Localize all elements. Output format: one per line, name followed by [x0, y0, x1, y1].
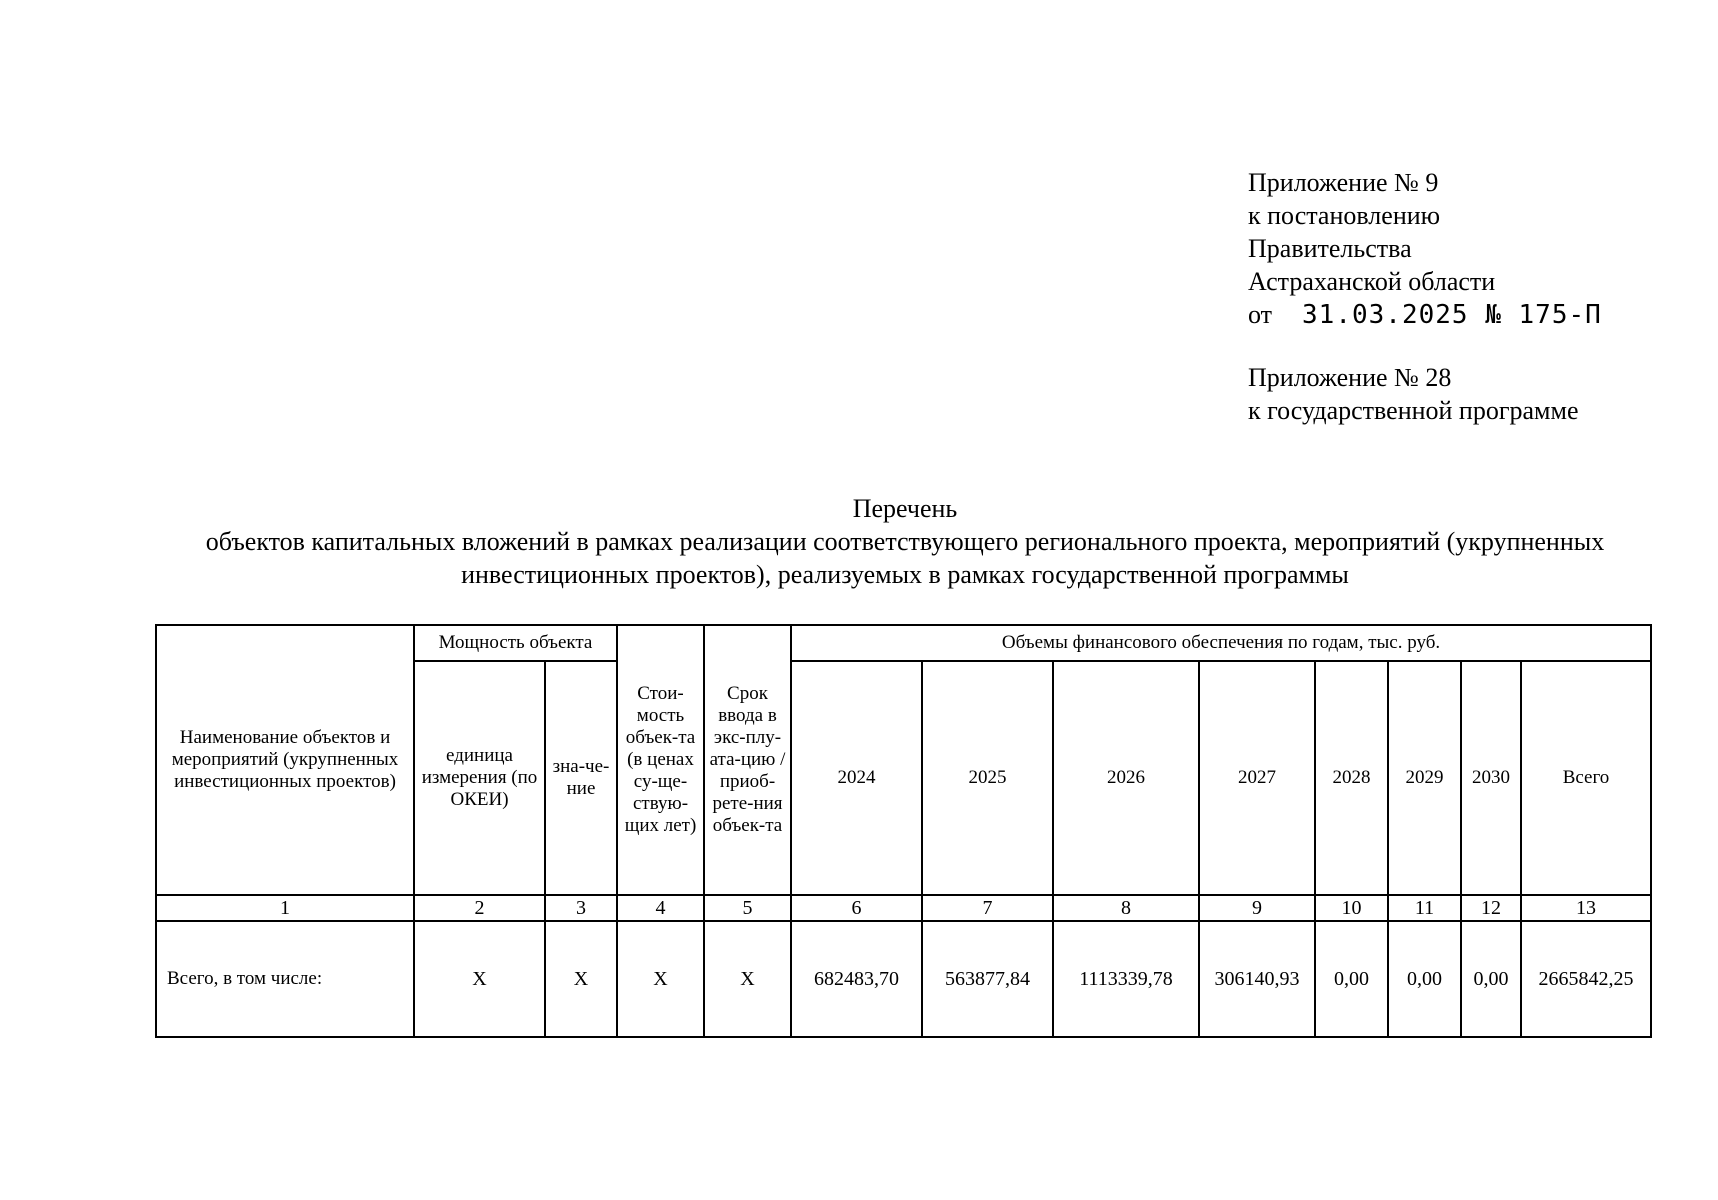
column-number-row	[156, 895, 1651, 921]
attachment-line: Приложение № 9	[1248, 168, 1439, 197]
column-number: 12	[1461, 895, 1521, 921]
header-unit: единица измерения (по ОКЕИ)	[414, 661, 545, 895]
header-cost: Стои-мость объек-та (в ценах су-ще-ствую-щих лет)	[617, 625, 704, 895]
header-finance: Объемы финансового обеспечения по годам, тыс. руб.	[791, 625, 1651, 661]
resolution-date-stamp: 31.03.2025 № 175-П	[1302, 300, 1602, 330]
header-year-2025: 2025	[922, 661, 1053, 895]
row-year-2028: 0,00	[1315, 921, 1388, 1037]
column-number: 9	[1199, 895, 1315, 921]
attachment-line: Астраханской области	[1248, 267, 1496, 296]
header-term: Срок ввода в экс-плу-ата-цию / приоб-рете-ния объек-та	[704, 625, 791, 895]
row-name: Всего, в том числе:	[156, 921, 414, 1037]
header-value: зна-че-ние	[545, 661, 617, 895]
capital-investments-table	[155, 624, 1652, 1038]
attachment-line: Приложение № 28	[1248, 363, 1452, 392]
row-year-2029: 0,00	[1388, 921, 1461, 1037]
header-year-2024: 2024	[791, 661, 922, 895]
title-heading: Перечень	[852, 494, 958, 523]
row-total: 2665842,25	[1521, 921, 1651, 1037]
header-name: Наименование объектов и мероприятий (укрупненных инвестиционных проектов)	[156, 625, 414, 895]
attachment-date-line	[1248, 298, 1602, 332]
row-year-2026: 1113339,78	[1053, 921, 1199, 1037]
title-subheading: объектов капитальных вложений в рамках реализации соответствующего регионального проекта, мероприятий (укрупненных	[205, 527, 1605, 556]
document-title	[120, 492, 1690, 591]
row-value: X	[545, 921, 617, 1037]
header-year-2027: 2027	[1199, 661, 1315, 895]
row-term: X	[704, 921, 791, 1037]
row-year-2030: 0,00	[1461, 921, 1521, 1037]
column-number: 6	[791, 895, 922, 921]
row-year-2024: 682483,70	[791, 921, 922, 1037]
attachment-block	[1248, 166, 1602, 427]
column-number: 8	[1053, 895, 1199, 921]
date-prefix: от	[1248, 300, 1273, 329]
attachment-line: к постановлению	[1248, 201, 1441, 230]
header-total: Всего	[1521, 661, 1651, 895]
column-number: 13	[1521, 895, 1651, 921]
header-year-2029: 2029	[1388, 661, 1461, 895]
title-subheading: инвестиционных проектов), реализуемых в рамках государственной программы	[461, 560, 1349, 589]
column-number: 11	[1388, 895, 1461, 921]
column-number: 5	[704, 895, 791, 921]
row-year-2027: 306140,93	[1199, 921, 1315, 1037]
column-number: 1	[156, 895, 414, 921]
column-number: 7	[922, 895, 1053, 921]
header-capacity: Мощность объекта	[414, 625, 617, 661]
column-number: 2	[414, 895, 545, 921]
header-year-2028: 2028	[1315, 661, 1388, 895]
attachment-line: к государственной программе	[1248, 396, 1579, 425]
column-number: 3	[545, 895, 617, 921]
header-year-2026: 2026	[1053, 661, 1199, 895]
header-row-top	[156, 625, 1651, 661]
column-number: 10	[1315, 895, 1388, 921]
row-year-2025: 563877,84	[922, 921, 1053, 1037]
header-year-2030: 2030	[1461, 661, 1521, 895]
attachment-line: Правительства	[1248, 234, 1412, 263]
column-number: 4	[617, 895, 704, 921]
row-cost: X	[617, 921, 704, 1037]
table-row	[156, 921, 1651, 1037]
row-unit: X	[414, 921, 545, 1037]
